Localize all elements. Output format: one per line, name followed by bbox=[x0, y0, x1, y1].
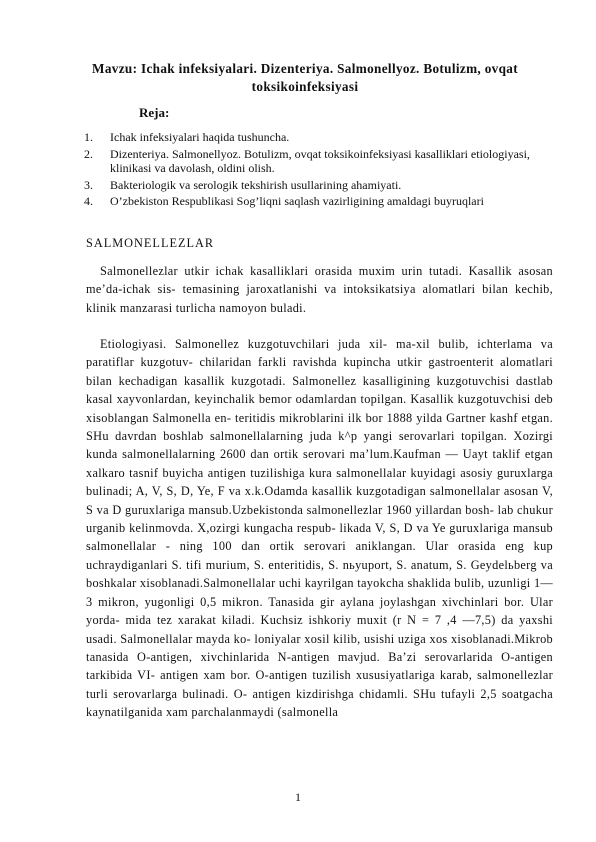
plan-item-text: Dizenteriya. Salmonellyoz. Botulizm, ovqat toksikoinfeksiyasi kasalliklari etiologiyasi, klinikasi va davolash, oldini olish. bbox=[110, 146, 530, 175]
plan-label: Reja: bbox=[139, 105, 170, 120]
plan-item bbox=[84, 147, 554, 176]
section-heading: SALMONELLEZLAR bbox=[86, 236, 215, 250]
plan-item-number: 4. bbox=[84, 194, 93, 208]
body-paragraph: Salmonellezlar utkir ichak kasalliklari orasida muxim urin tutadi. Kasallik asosan me’da-ichak sis- temasining jaroxatlanishi va intoksikatsiya alomatlari bilan kechib, klinik manzarasi turlicha namoyon buladi. bbox=[86, 264, 553, 315]
plan-item-text: Bakteriologik va serologik tekshirish usullarining ahamiyati. bbox=[110, 177, 402, 192]
body-paragraph: Etiologiyasi. Salmonellez kuzgotuvchilari juda xil- ma-xil bulib, ichterlama va paratiflar kuzgotuv- chilaridan farkli ravishda kupincha utkir gastroenterit alomatlari bilan kechadigan kasallik kuzgotadi. Salmonellez kasalligining kuzgotuvchisi dastlab kasal xayvonlardan, keyinchalik bemor odamlardan topilgan. Kasallik kuzgotuvchisi deb xisoblangan Salmonella en- teritidis mikroblarini ilk bor 1888 yilda Gartner kashf etgan. SHu davrdan boshlab salmonellalarning juda k^p yangi serovarlari topilgan. Xozirgi kunda salmonellalarning 2600 dan ortik serovari ma’lum.Kaufman — Uayt taklif etgan xalkaro tasnif buyicha antigen tuzilishiga kura salmonellalar kuyidagi asosiy guruxlarga bulinadi; A, V, S, D, Ye, F va x.k.Odamda kasallik kuzgotadigan salmonellalar asosan V, S va D guruxlariga mansub.Uzbekistonda salmonellezlar 1960 yillardan bosh- lab chukur urganib kelinmovda. X,ozirgi kungacha respub- likada V, S, D va Ye guruxlariga mansub salmonellalar - ning 100 dan ortik serovari aniklangan. Ular orasida eng kup uchraydiganlari S. tifi murium, S. enteritidis, S. nьyuport, S. anatum, S. Geydelьberg va boshkalar xisoblanadi.Salmonellalar uchi kayrilgan tayokcha shaklida bulib, uzunligi 1—3 mikron, yugonligi 0,5 mikron. Tanasida gir aylana joylashgan xivchinlari bor. Ular yorda- mida tez xarakat kiladi. Kuchsiz ishkoriy muxit (r N = 7 ,4 —7,5) da yaxshi usadi. Salmonellalar mayda ko- loniyalar xosil kilib, usishi uziga xos xisoblanadi.Mikrob tanasida O-antigen, xivchinlarida N-antigen mavjud. Ba’zi serovarlarida O-antigen tarkibida VI- antigen xam bor. O-antigen tuzilish xususiyatlariga karab, salmonellezlar turli serovarlarga bulinadi. O- antigen kizdirishga chidamli. SHu tufayli 2,5 soatgacha kaynatilganida xam parchalanmaydi (salmonella bbox=[86, 337, 553, 720]
plan-item-text: O’zbekiston Respublikasi Sog’liqni saqlash vazirligining amaldagi buyruqlari bbox=[110, 194, 484, 208]
plan-item-number: 1. bbox=[84, 130, 93, 144]
page-number: 1 bbox=[295, 790, 301, 804]
plan-item bbox=[84, 194, 554, 209]
plan-item bbox=[84, 130, 554, 145]
plan-item-number: 2. bbox=[84, 146, 93, 161]
plan-item bbox=[84, 178, 554, 193]
page-title: Mavzu: Ichak infeksiyalari. Dizenteriya. Salmonellyoz. Botulizm, ovqat toksikoinfeksiyasi bbox=[92, 61, 518, 94]
plan-item-text: Ichak infeksiyalari haqida tushuncha. bbox=[110, 130, 290, 144]
plan-item-number: 3. bbox=[84, 177, 93, 192]
plan-list bbox=[84, 130, 554, 211]
